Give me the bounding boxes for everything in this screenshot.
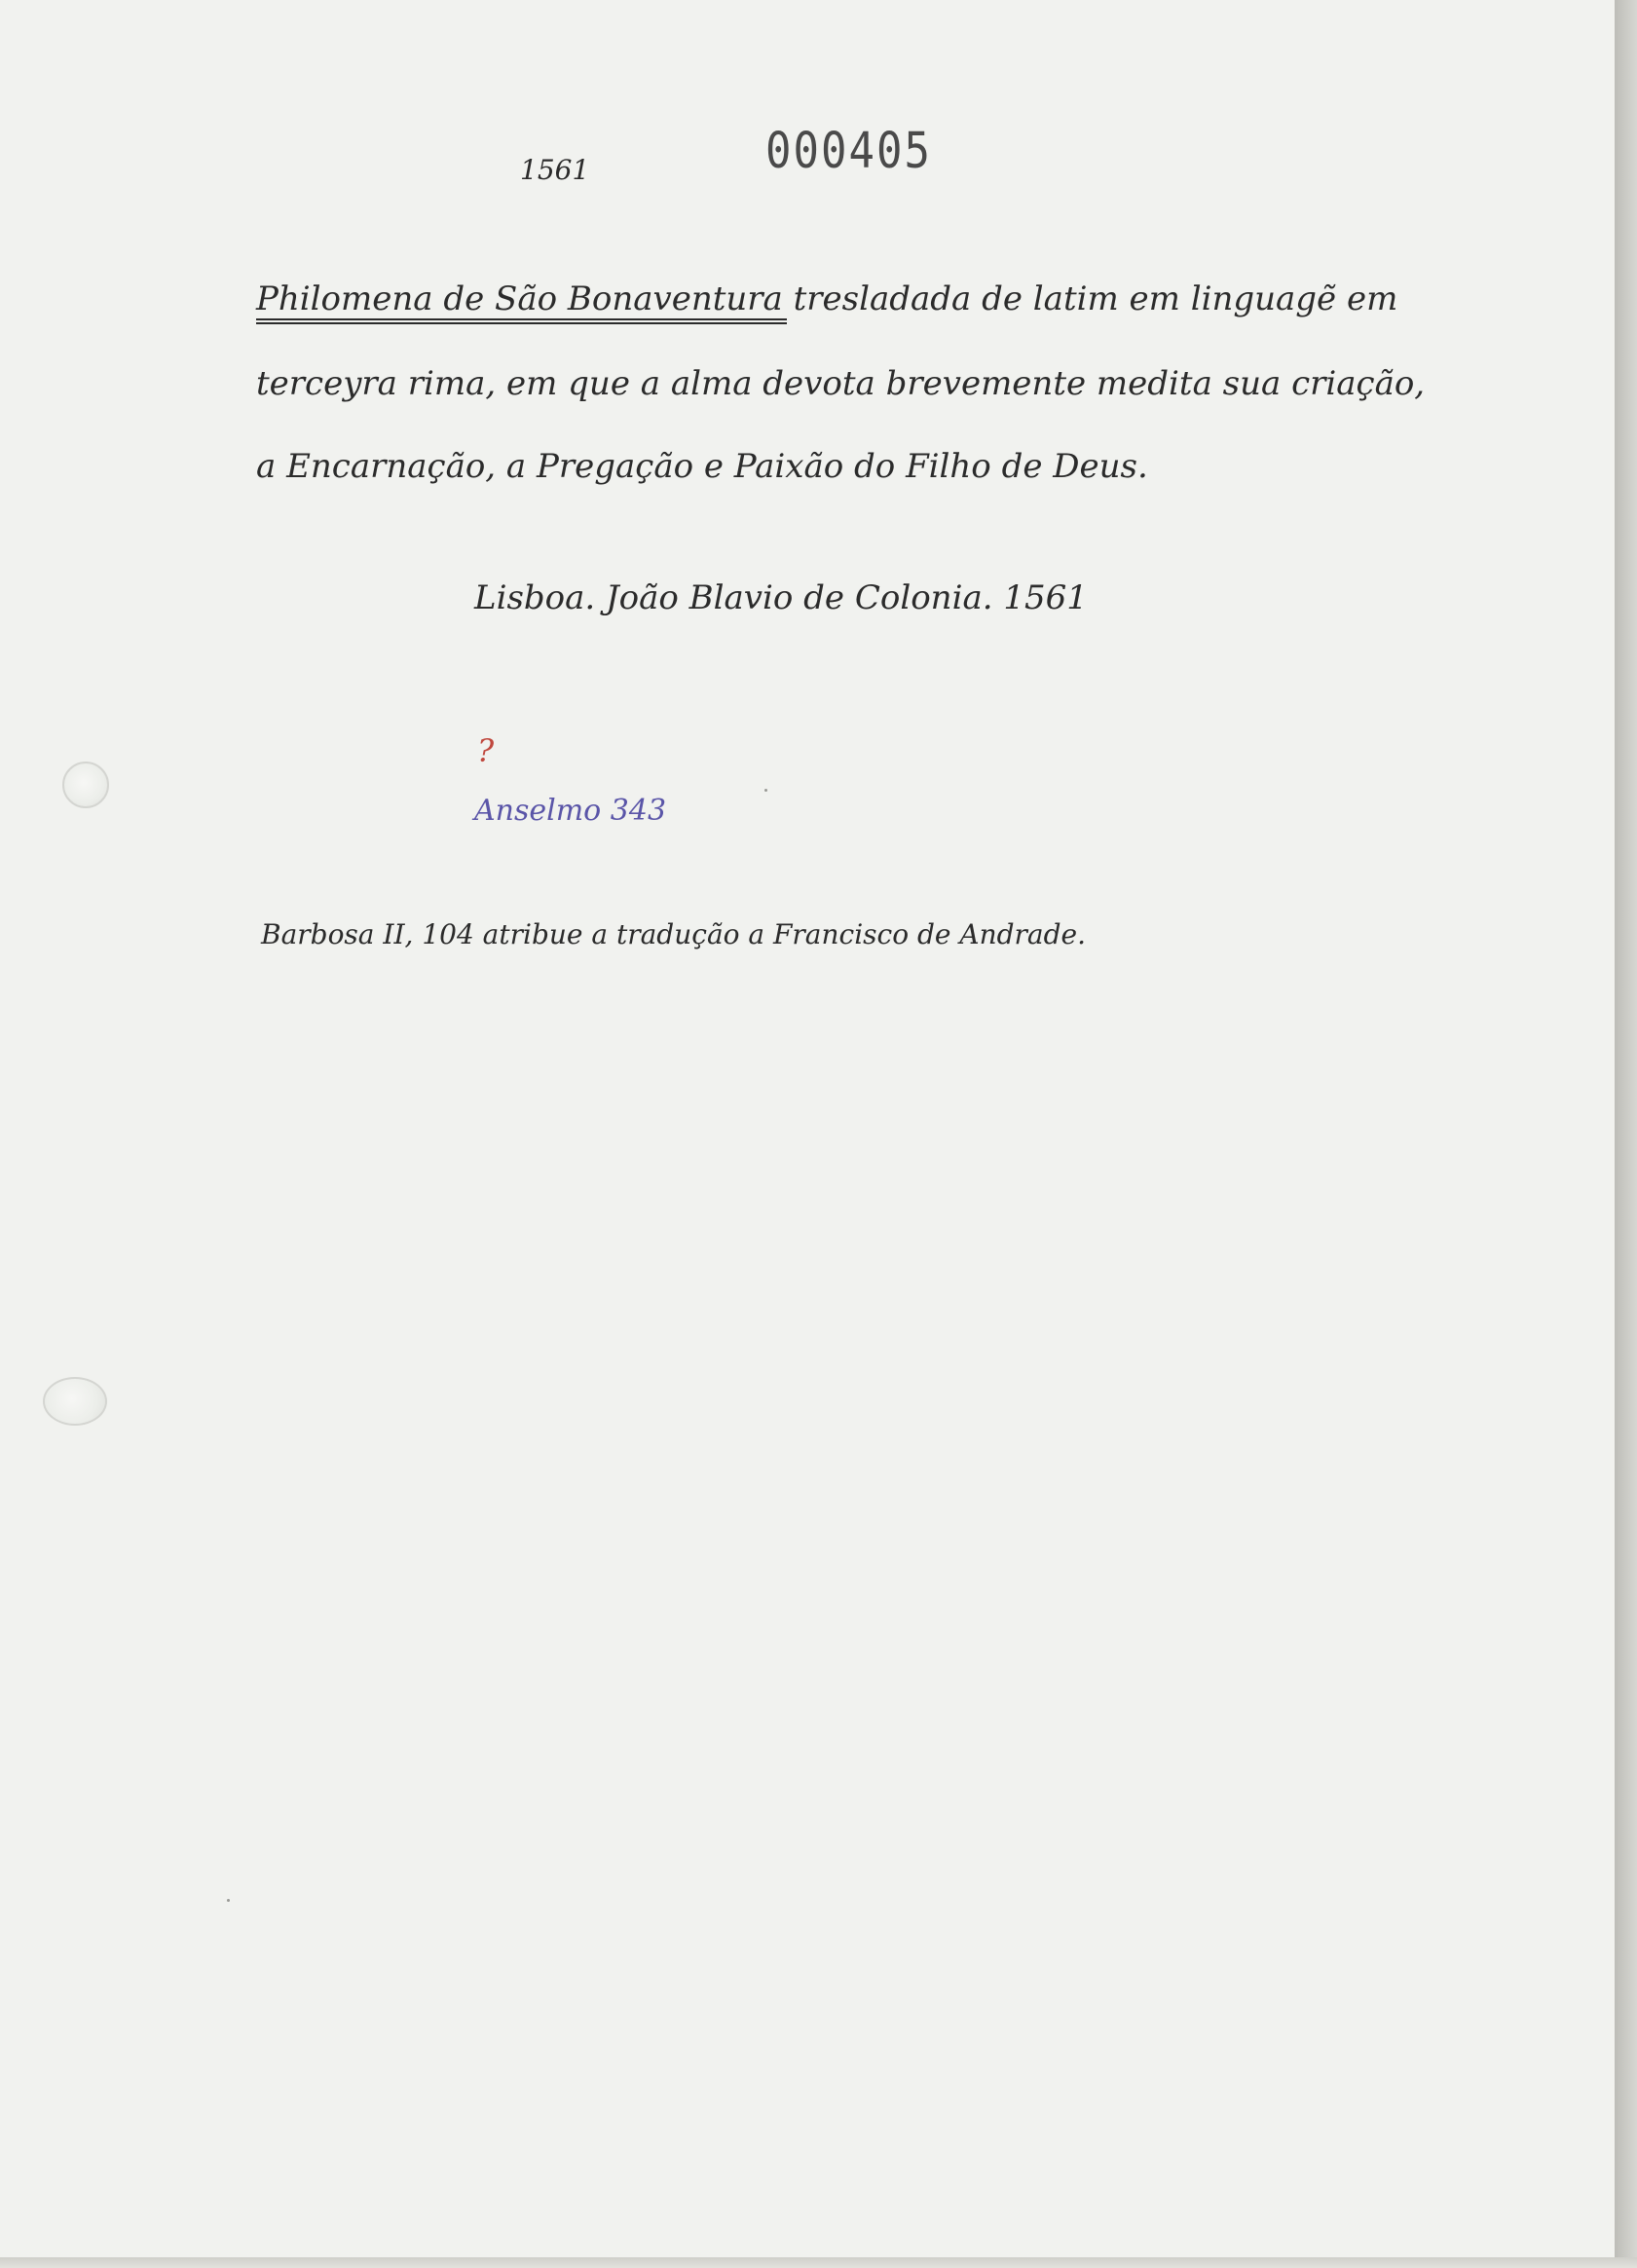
query-mark: ? [477, 732, 495, 769]
year-heading: 1561 [520, 154, 590, 186]
title-line-3: a Encarnação, a Pregação e Paixão do Filho de Deus. [256, 447, 1148, 486]
card-edge-bottom [0, 2257, 1637, 2268]
paper-speck [764, 789, 767, 792]
punch-hole [62, 762, 109, 808]
title-line-2: terceyra rima, em que a alma devota brevemente medita sua criação, [256, 364, 1426, 403]
card-edge-right [1615, 0, 1637, 2268]
title-line-1-rest: tresladada de latim em linguagẽ em [782, 279, 1398, 318]
paper-speck [227, 1899, 230, 1902]
imprint: Lisboa. João Blavio de Colonia. 1561 [474, 578, 1088, 617]
title-line-1 [256, 279, 1397, 318]
attribution-note: Barbosa II, 104 atribue a tradução a Francisco de Andrade. [261, 918, 1087, 950]
stamp-number: 000405 [765, 123, 932, 180]
reference-anselmo: Anselmo 343 [474, 794, 667, 828]
title-underlined: Philomena de São Bonaventura [256, 279, 783, 318]
punch-hole [43, 1377, 107, 1426]
